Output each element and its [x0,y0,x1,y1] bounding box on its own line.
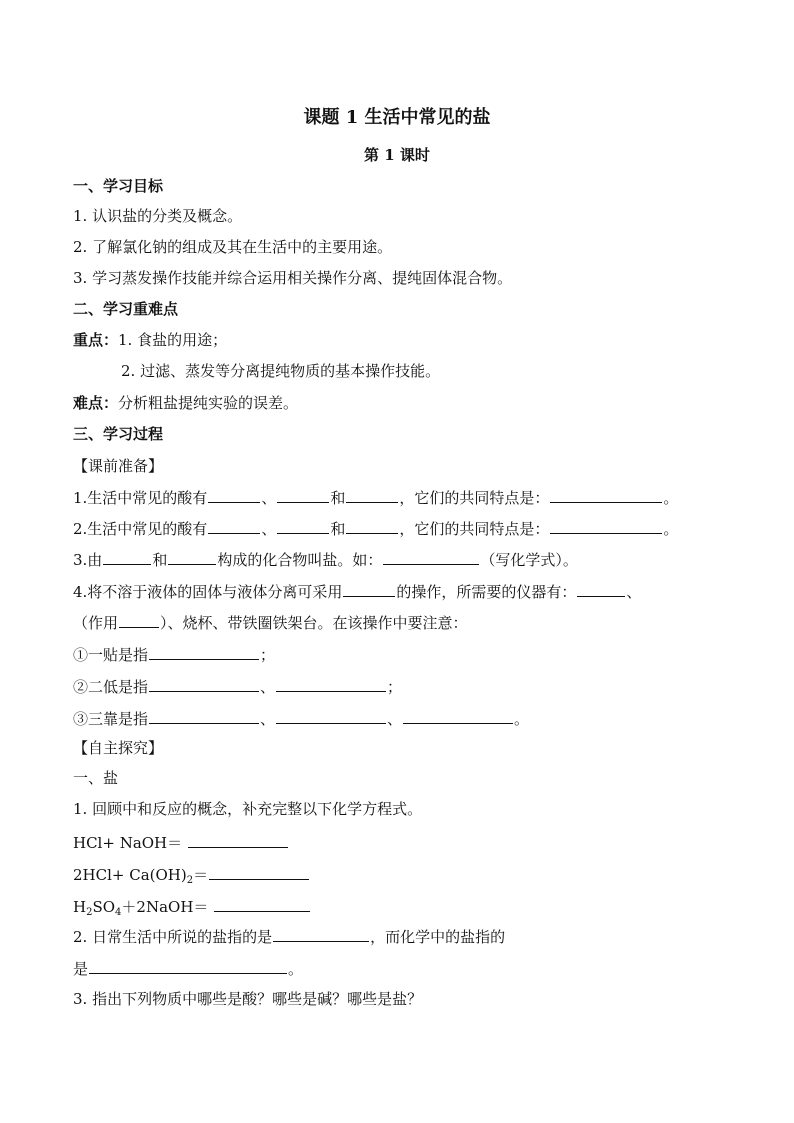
subscript: 2 [186,875,194,886]
question-text: 的操作，所需要的仪器有： [396,583,577,601]
equation-text: HCl+ NaOH＝ [73,834,183,852]
question-text: 和 [152,551,168,569]
answer-blank[interactable] [276,676,386,692]
answer-blank[interactable] [188,832,288,848]
question-text: ，它们的共同特点是： [399,489,550,507]
question-text: 2. 日常生活中所说的盐指的是 [73,928,273,946]
question-text: 。 [288,960,304,978]
question-text: 、 [387,710,403,728]
answer-blank[interactable] [550,518,662,534]
answer-blank[interactable] [577,581,625,597]
salt-heading: 一、盐 [73,769,119,787]
question-text: 4.将不溶于液体的固体与液体分离可采用 [73,583,343,601]
note-three-lean [73,708,529,728]
question-text: 构成的化合物叫盐。如： [217,551,383,569]
answer-blank[interactable] [276,708,386,724]
subscript: 4 [115,907,122,918]
question-text: 和 [330,489,346,507]
section-heading-process: 三、学习过程 [73,425,164,443]
explore-label: 【自主探究】 [73,739,164,757]
question-text: ①一贴是指 [73,646,149,664]
question-text: 、 [260,710,276,728]
question-2 [73,518,678,538]
question-text: ③三靠是指 [73,710,149,728]
key-point-item: 2. 过滤、蒸发等分离提纯物质的基本操作技能。 [121,362,441,380]
key-point-line-1 [73,330,227,350]
answer-blank[interactable] [277,487,329,503]
answer-blank[interactable] [149,676,259,692]
objective-item: 3. 学习蒸发操作技能并综合运用相关操作分离、提纯固体混合物。 [73,269,513,287]
equation-text: SO [92,898,116,916]
question-text: （写化学式）。 [480,551,578,569]
answer-blank[interactable] [208,487,260,503]
answer-blank[interactable] [277,518,329,534]
answer-blank[interactable] [149,644,259,660]
question-text: ，而化学中的盐指的 [370,928,506,946]
difficulty-line [73,393,298,413]
answer-blank[interactable] [383,549,479,565]
answer-blank[interactable] [346,487,398,503]
question-text: 、 [261,489,277,507]
difficulty-text: 分析粗盐提纯实验的误差。 [118,394,299,412]
question-text: 2.生活中常见的酸有 [73,520,208,538]
question-4 [73,581,641,601]
question-text: 。 [514,710,530,728]
question-text: 和 [330,520,346,538]
answer-blank[interactable] [119,612,159,628]
question-text: ； [260,646,276,664]
subscript: 2 [86,907,93,918]
answer-blank[interactable] [208,518,260,534]
question-text: 。 [663,520,679,538]
question-text: 3.由 [73,551,103,569]
question-text: ②二低是指 [73,678,149,696]
equation-text: ＝ [193,866,209,884]
explore-item-1: 1. 回顾中和反应的概念，补充完整以下化学方程式。 [73,800,423,818]
question-1 [73,487,678,507]
answer-blank[interactable] [89,958,287,974]
answer-blank[interactable] [168,549,216,565]
note-one-stick [73,644,275,664]
answer-blank[interactable] [103,549,151,565]
prep-label: 【课前准备】 [73,457,164,475]
question-text: 、 [260,678,276,696]
explore-item-3: 3. 指出下列物质中哪些是酸？哪些是碱？哪些是盐？ [73,990,423,1008]
equation-text: ＋2NaOH＝ [121,898,209,916]
answer-blank[interactable] [343,581,395,597]
answer-blank[interactable] [209,864,309,880]
key-point-label: 重点： [73,331,119,349]
answer-blank[interactable] [214,896,310,912]
explore-item-2 [73,926,505,946]
page-subtitle: 第 1 课时 [364,146,430,164]
equation-1 [73,832,289,852]
answer-blank[interactable] [346,518,398,534]
difficulty-label: 难点： [73,394,119,412]
section-heading-objectives: 一、学习目标 [73,177,164,195]
answer-blank[interactable] [149,708,259,724]
page-title: 课题 1 生活中常见的盐 [303,107,491,128]
equation-text: 2HCl+ Ca(OH) [73,866,187,884]
question-text: 是 [73,960,89,978]
equation-2 [73,864,310,884]
objective-item: 1. 认识盐的分类及概念。 [73,207,243,225]
key-point-item: 1. 食盐的用途； [118,331,228,349]
question-text: 、 [261,520,277,538]
question-text: ，它们的共同特点是： [399,520,550,538]
question-text: ； [387,678,403,696]
question-text: 1.生活中常见的酸有 [73,489,208,507]
equation-3 [73,896,311,916]
note-two-low [73,676,402,696]
question-3 [73,549,578,569]
answer-blank[interactable] [403,708,513,724]
explore-item-2-continued [73,958,303,978]
answer-blank[interactable] [273,926,369,942]
question-text: 。 [663,489,679,507]
question-text: ）、烧杯、带铁圈铁架台。在该操作中要注意： [160,614,468,632]
question-text: （作用 [73,614,119,632]
question-4-continued [73,612,468,632]
section-heading-keypoints: 二、学习重难点 [73,300,179,318]
answer-blank[interactable] [550,487,662,503]
question-text: 、 [626,583,642,601]
equation-text: H [73,898,87,916]
objective-item: 2. 了解氯化钠的组成及其在生活中的主要用途。 [73,238,393,256]
